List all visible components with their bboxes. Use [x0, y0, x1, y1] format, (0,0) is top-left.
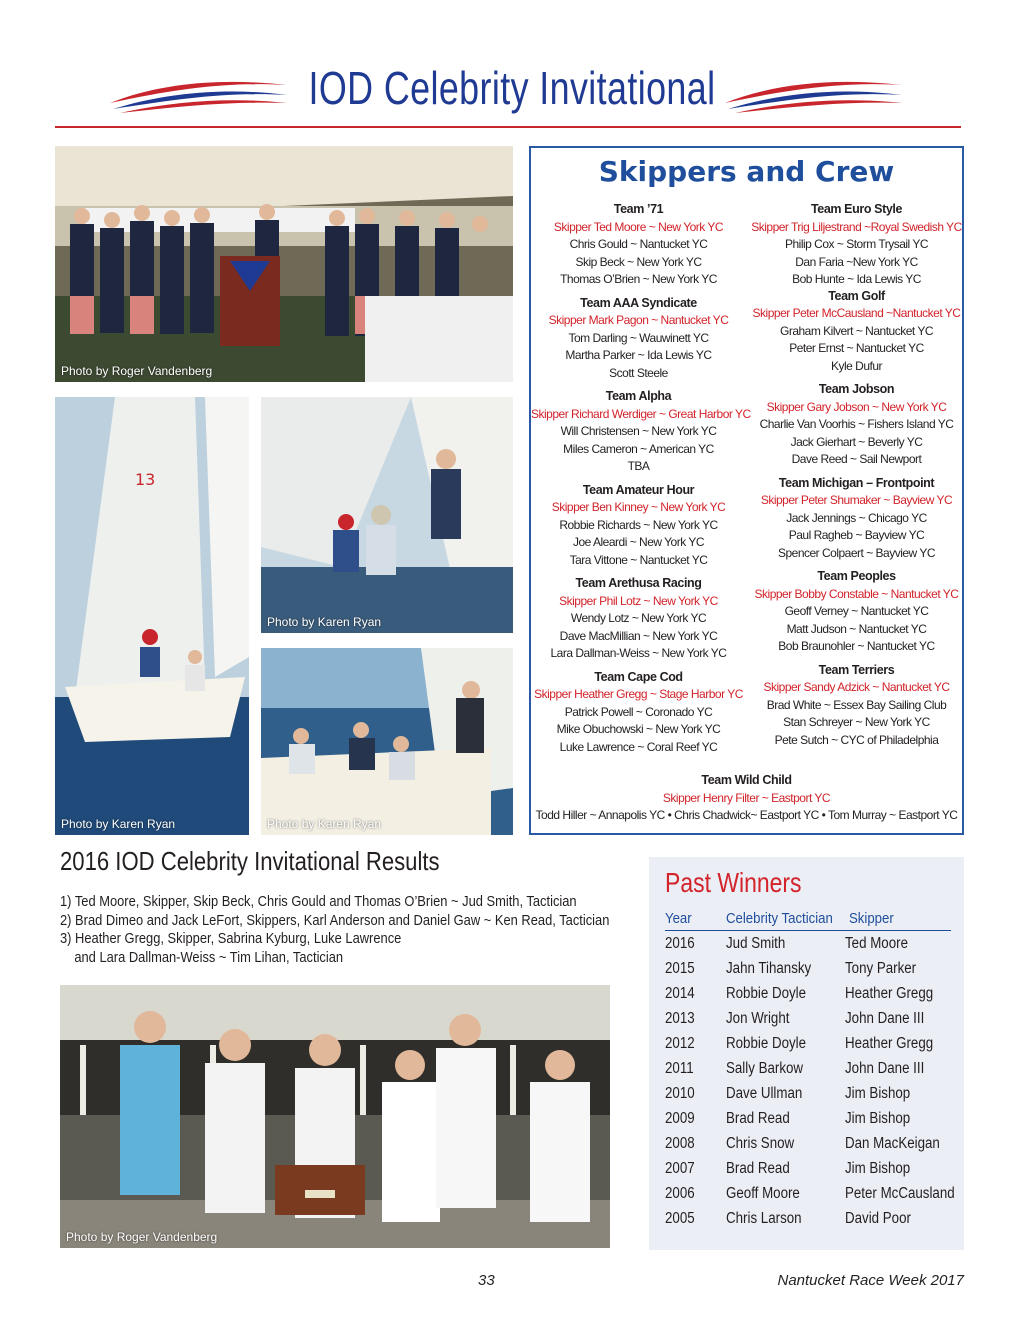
- team-block: [531, 669, 746, 757]
- team-member: Spencer Colpaert ~ Bayview YC: [777, 545, 936, 560]
- crew-column-left: [531, 201, 751, 762]
- row-skipper: Heather Gregg: [845, 1035, 934, 1052]
- row-tactician: Jon Wright: [726, 1010, 790, 1027]
- team-member: Patrick Powell ~ Coronado YC: [564, 704, 713, 719]
- team-skipper: Skipper Peter McCausland ~Nantucket YC: [752, 306, 961, 320]
- team-block: [531, 295, 746, 383]
- team-block: [749, 381, 964, 469]
- row-skipper: Jim Bishop: [845, 1110, 911, 1127]
- team-member: Geoff Verney ~ Nantucket YC: [784, 604, 929, 618]
- past-winners-title: Past Winners: [665, 867, 802, 898]
- team-member: Tom Darling ~ Wauwinett YC: [568, 330, 709, 345]
- team-member: Kyle Dufur: [830, 358, 883, 373]
- team-member: Charlie Van Voorhis ~ Fishers Island YC: [759, 417, 954, 431]
- team-skipper: Skipper Heather Gregg ~ Stage Harbor YC: [534, 687, 743, 701]
- flag-swoosh-right-icon: [720, 75, 905, 115]
- team-block: [749, 288, 964, 376]
- team-member: Dave Reed ~ Sail Newport: [791, 452, 922, 466]
- page-header: [0, 55, 1024, 135]
- crew-column-right: [749, 201, 964, 755]
- row-year: 2014: [665, 985, 695, 1002]
- team-name: Team Peoples: [817, 569, 896, 583]
- result-line: 3) Heather Gregg, Skipper, Sabrina Kyburg, Luke Lawrence: [60, 930, 402, 947]
- row-skipper: John Dane III: [845, 1060, 925, 1077]
- team-member: Pete Sutch ~ CYC of Philadelphia: [774, 732, 939, 747]
- skippers-crew-box: [529, 146, 964, 835]
- crew-heading: Skippers and Crew: [598, 155, 895, 188]
- result-line: 1) Ted Moore, Skipper, Skip Beck, Chris Gould and Thomas O’Brien ~ Jud Smith, Tactician: [60, 893, 577, 910]
- team-name: Team Euro Style: [810, 202, 903, 216]
- team-name: Team Golf: [828, 288, 885, 303]
- past-winners-panel: [649, 857, 964, 1250]
- sailboat-13-photo: [55, 397, 249, 835]
- table-row: [649, 1210, 964, 1235]
- team-block: [749, 201, 964, 289]
- team-member: Lara Dallman-Weiss ~ New York YC: [550, 646, 727, 660]
- row-year: 2011: [665, 1060, 694, 1077]
- team-block: [749, 568, 964, 656]
- team-skipper: Skipper Sandy Adzick ~ Nantucket YC: [763, 680, 950, 694]
- column-header-year: Year: [665, 910, 692, 927]
- team-member: Robbie Richards ~ New York YC: [559, 517, 718, 532]
- row-year: 2007: [665, 1160, 695, 1177]
- row-tactician: Robbie Doyle: [726, 1035, 807, 1052]
- row-tactician: Jud Smith: [726, 935, 786, 952]
- team-block: [749, 662, 964, 750]
- row-tactician: Robbie Doyle: [726, 985, 807, 1002]
- row-year: 2010: [665, 1085, 695, 1102]
- row-year: 2005: [665, 1210, 695, 1227]
- team-skipper: Skipper Henry Filter ~ Eastport YC: [662, 790, 831, 805]
- photo-credit: Photo by Roger Vandenberg: [61, 364, 213, 378]
- team-block: [531, 201, 746, 289]
- photo-credit: Photo by Karen Ryan: [61, 817, 176, 831]
- team-skipper: Skipper Phil Lotz ~ New York YC: [559, 593, 718, 608]
- team-skipper: Skipper Bobby Constable ~ Nantucket YC: [754, 586, 959, 601]
- team-member: Wendy Lotz ~ New York YC: [570, 611, 707, 625]
- team-member: Brad White ~ Essex Bay Sailing Club: [766, 697, 947, 712]
- row-tactician: Sally Barkow: [726, 1060, 804, 1077]
- row-skipper: John Dane III: [845, 1010, 925, 1027]
- team-member: Dave MacMillian ~ New York YC: [559, 628, 718, 643]
- row-tactician: Jahn Tihansky: [726, 960, 812, 977]
- row-year: 2016: [665, 935, 695, 952]
- row-skipper: Tony Parker: [845, 960, 917, 977]
- team-skipper: Skipper Ted Moore ~ New York YC: [553, 219, 724, 234]
- team-name: Team ’71: [613, 202, 664, 216]
- table-row: [649, 1085, 964, 1110]
- team-member: Luke Lawrence ~ Coral Reef YC: [559, 739, 718, 754]
- team-member: Bob Braunohler ~ Nantucket YC: [778, 639, 935, 653]
- table-row: [649, 935, 964, 960]
- team-member: Chris Gould ~ Nantucket YC: [569, 237, 708, 251]
- team-member: Bob Hunte ~ Ida Lewis YC: [792, 272, 921, 286]
- team-block: [531, 388, 751, 476]
- row-tactician: Brad Read: [726, 1110, 790, 1127]
- photo-credit: Photo by Roger Vandenberg: [66, 1230, 218, 1244]
- row-year: 2013: [665, 1010, 695, 1027]
- row-skipper: Jim Bishop: [845, 1160, 911, 1177]
- svg-text:13: 13: [135, 470, 156, 489]
- page-title: IOD Celebrity Invitational: [308, 62, 716, 114]
- table-row: [649, 1110, 964, 1135]
- row-skipper: Heather Gregg: [845, 985, 934, 1002]
- team-name: Team Alpha: [605, 389, 672, 403]
- row-tactician: Chris Larson: [726, 1210, 802, 1227]
- crew-lower-photo: [261, 648, 513, 835]
- table-row: [649, 1060, 964, 1085]
- column-header-tactician: Celebrity Tactician: [726, 910, 833, 927]
- team-member: Philip Cox ~ Storm Trysail YC: [785, 237, 928, 251]
- team-member: Matt Judson ~ Nantucket YC: [786, 621, 927, 636]
- row-skipper: Dan MacKeigan: [845, 1135, 940, 1152]
- publication-name: Nantucket Race Week 2017: [777, 1272, 964, 1289]
- team-member: Miles Cameron ~ American YC: [563, 441, 714, 456]
- row-year: 2012: [665, 1035, 695, 1052]
- winners-photo: [60, 985, 610, 1248]
- row-year: 2009: [665, 1110, 695, 1127]
- team-member: Mike Obuchowski ~ New York YC: [556, 722, 721, 736]
- team-skipper: Skipper Ben Kinney ~ New York YC: [551, 500, 726, 514]
- team-member: Joe Aleardi ~ New York YC: [572, 535, 705, 549]
- crew-upper-photo: [261, 397, 513, 633]
- result-line: 2) Brad Dimeo and Jack LeFort, Skippers, Karl Anderson and Daniel Gaw ~ Ken Read, Tactician: [60, 911, 610, 929]
- table-row: [649, 1135, 964, 1160]
- header-divider: [665, 930, 951, 931]
- photo-credit: Photo by Karen Ryan: [267, 615, 382, 629]
- team-member: Paul Ragheb ~ Bayview YC: [788, 528, 925, 542]
- team-member: Dan Faria ~New York YC: [795, 254, 918, 269]
- team-member: Graham Kilvert ~ Nantucket YC: [779, 323, 933, 338]
- row-tactician: Dave Ullman: [726, 1085, 803, 1102]
- row-skipper: Jim Bishop: [845, 1085, 911, 1102]
- column-header-skipper: Skipper: [849, 910, 894, 927]
- team-member: Jack Jennings ~ Chicago YC: [786, 510, 927, 525]
- team-name: Team Jobson: [818, 382, 895, 396]
- results-heading: 2016 IOD Celebrity Invitational Results: [60, 846, 440, 876]
- team-member: Tara Vittone ~ Nantucket YC: [569, 552, 708, 567]
- row-skipper: David Poor: [845, 1210, 911, 1227]
- photo-credit: Photo by Karen Ryan: [267, 817, 382, 831]
- team-block: [749, 475, 964, 563]
- table-row: [649, 1160, 964, 1185]
- row-tactician: Brad Read: [726, 1160, 790, 1177]
- row-skipper: Ted Moore: [845, 935, 908, 952]
- team-block-wild-child: [531, 772, 962, 825]
- row-tactician: Geoff Moore: [726, 1185, 800, 1202]
- team-name: Team Terriers: [818, 662, 895, 677]
- header-rule: [55, 126, 961, 128]
- table-row: [649, 960, 964, 985]
- table-row: [649, 1185, 964, 1210]
- row-tactician: Chris Snow: [726, 1135, 795, 1152]
- team-skipper: Skipper Mark Pagon ~ Nantucket YC: [548, 313, 729, 327]
- table-row: [649, 985, 964, 1010]
- team-member: Scott Steele: [609, 365, 668, 380]
- team-member: Todd Hiller ~ Annapolis YC • Chris Chadwick~ Eastport YC • Tom Murray ~ Eastport YC: [535, 808, 958, 822]
- row-year: 2015: [665, 960, 695, 977]
- row-year: 2008: [665, 1135, 695, 1152]
- results-list: [60, 893, 609, 967]
- row-skipper: Peter McCausland: [845, 1185, 955, 1202]
- team-name: Team Cape Cod: [594, 669, 683, 684]
- team-block: [531, 482, 746, 570]
- team-member: Stan Schreyer ~ New York YC: [783, 715, 930, 729]
- team-skipper: Skipper Richard Werdiger ~ Great Harbor YC: [531, 406, 751, 421]
- table-row: [649, 1010, 964, 1035]
- team-name: Team Amateur Hour: [582, 482, 695, 497]
- team-block: [531, 575, 746, 663]
- team-name: Team Arethusa Racing: [575, 576, 702, 590]
- result-line: and Lara Dallman-Weiss ~ Tim Lihan, Tactician: [60, 948, 344, 966]
- team-skipper: Skipper Gary Jobson ~ New York YC: [766, 399, 947, 414]
- team-name: Team Wild Child: [701, 773, 792, 787]
- team-member: Peter Ernst ~ Nantucket YC: [789, 341, 924, 355]
- team-member: Thomas O’Brien ~ New York YC: [560, 272, 717, 286]
- team-member: Skip Beck ~ New York YC: [575, 254, 702, 269]
- ceremony-photo: [55, 146, 513, 382]
- page-number: 33: [478, 1272, 495, 1289]
- team-name: Team Michigan – Frontpoint: [778, 475, 935, 490]
- row-year: 2006: [665, 1185, 695, 1202]
- team-member: Will Christensen ~ New York YC: [560, 424, 717, 438]
- team-member: Jack Gierhart ~ Beverly YC: [790, 434, 923, 449]
- team-member: TBA: [627, 459, 650, 473]
- team-member: Martha Parker ~ Ida Lewis YC: [565, 348, 712, 362]
- team-skipper: Skipper Trig Liljestrand ~Royal Swedish YC: [751, 219, 962, 234]
- table-row: [649, 1035, 964, 1060]
- team-name: Team AAA Syndicate: [580, 295, 697, 310]
- team-skipper: Skipper Peter Shumaker ~ Bayview YC: [760, 493, 953, 507]
